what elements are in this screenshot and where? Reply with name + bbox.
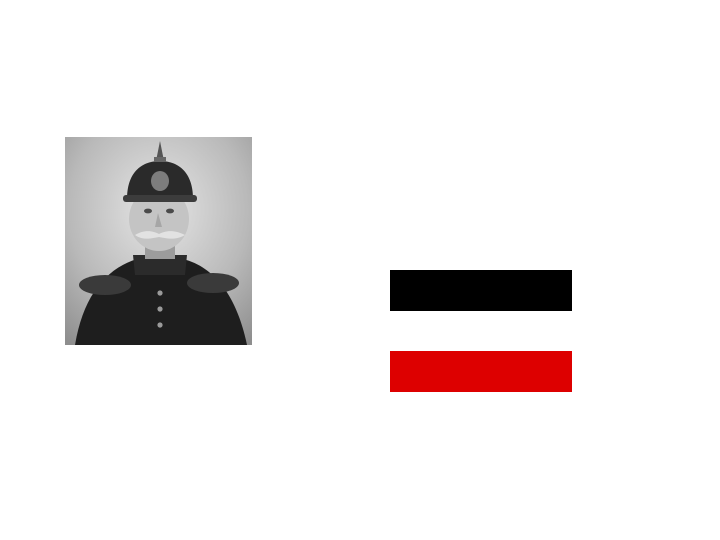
flag-stripe-red <box>390 351 572 392</box>
flag-stripe-black <box>390 270 572 311</box>
portrait-illustration-icon <box>65 137 252 345</box>
portrait-photo <box>65 137 252 345</box>
